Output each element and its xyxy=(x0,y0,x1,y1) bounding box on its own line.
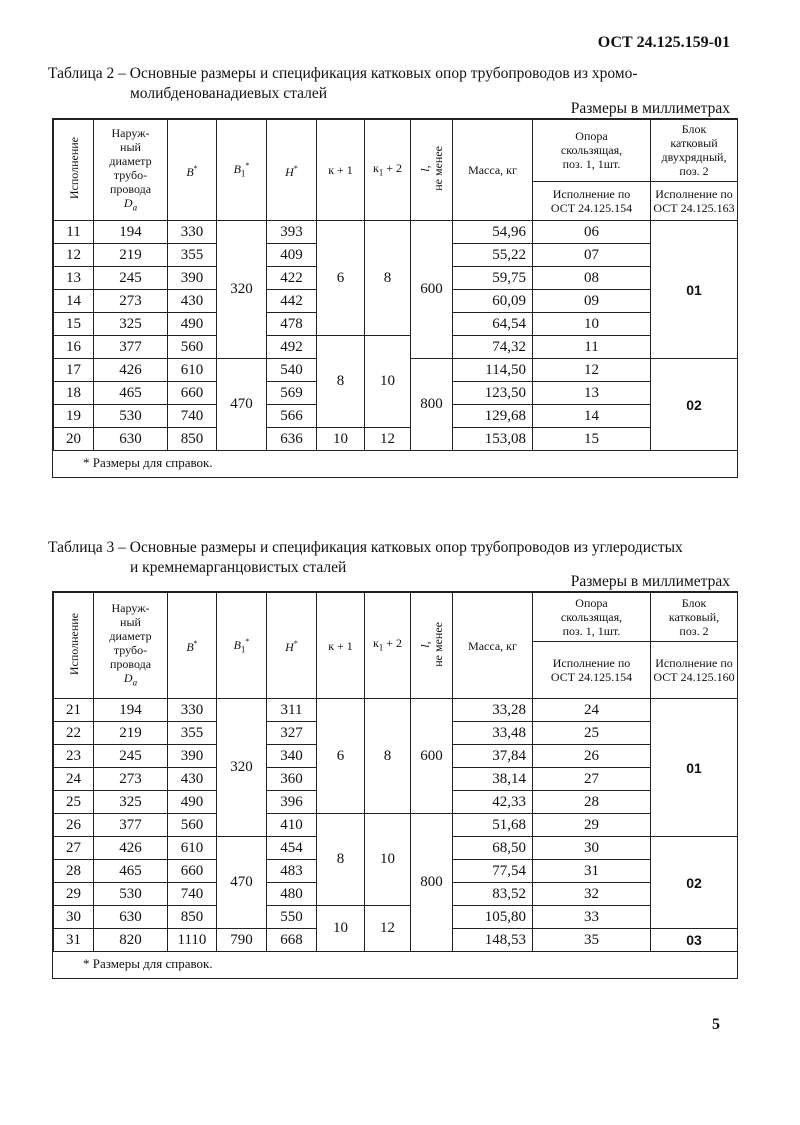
table3-caption-line2: и кремнемарганцовистых сталей xyxy=(130,559,347,576)
table-cell: 566 xyxy=(267,405,317,428)
l-group: 600 xyxy=(411,699,453,814)
table-cell: 24 xyxy=(533,699,651,722)
table2-grid xyxy=(53,119,738,451)
b1-group: 470 xyxy=(217,359,267,451)
table-cell: 06 xyxy=(533,221,651,244)
table-row xyxy=(54,699,738,722)
table-cell: 64,54 xyxy=(453,313,533,336)
table-cell: 483 xyxy=(267,860,317,883)
table-cell: 245 xyxy=(94,745,168,768)
table-row xyxy=(54,336,738,359)
table-cell: 194 xyxy=(94,699,168,722)
table-cell: 430 xyxy=(168,768,217,791)
table-cell: 560 xyxy=(168,336,217,359)
col-h: H* xyxy=(267,120,317,221)
table3 xyxy=(52,591,738,979)
table-cell: 560 xyxy=(168,814,217,837)
col-mass: Масса, кг xyxy=(453,593,533,699)
l-group: 800 xyxy=(411,814,453,952)
table-cell: 15 xyxy=(54,313,94,336)
col-diameter: Наруж- ный диаметр трубо- провода $D_а$ xyxy=(94,120,168,221)
table-cell: 30 xyxy=(533,837,651,860)
table-cell: 219 xyxy=(94,722,168,745)
table-cell: 442 xyxy=(267,290,317,313)
table-cell: 311 xyxy=(267,699,317,722)
k1-group: 8 xyxy=(317,814,365,906)
table-cell: 610 xyxy=(168,359,217,382)
table-cell: 490 xyxy=(168,791,217,814)
table-cell: 396 xyxy=(267,791,317,814)
table-cell: 410 xyxy=(267,814,317,837)
table-cell: 68,50 xyxy=(453,837,533,860)
table3-caption xyxy=(48,538,738,578)
table-cell: 153,08 xyxy=(453,428,533,451)
k12-group: 10 xyxy=(365,336,411,428)
table-cell: 492 xyxy=(267,336,317,359)
table-cell: 330 xyxy=(168,221,217,244)
table3-header-row xyxy=(54,593,738,642)
k1-group: 10 xyxy=(317,906,365,952)
table-cell: 25 xyxy=(533,722,651,745)
table2 xyxy=(52,118,738,478)
table-cell: 51,68 xyxy=(453,814,533,837)
table-cell: 550 xyxy=(267,906,317,929)
col-block-ost: Исполнение по ОСТ 24.125.160 xyxy=(651,642,738,699)
table-cell: 19 xyxy=(54,405,94,428)
table-cell: 13 xyxy=(54,267,94,290)
table-row xyxy=(54,814,738,837)
block-group: 02 xyxy=(651,837,738,929)
k12-group: 8 xyxy=(365,699,411,814)
table3-units: Размеры в миллиметрах xyxy=(570,573,730,590)
table-cell: 820 xyxy=(94,929,168,952)
k12-group: 8 xyxy=(365,221,411,336)
table-cell: 530 xyxy=(94,883,168,906)
table-cell: 490 xyxy=(168,313,217,336)
table2-units: Размеры в миллиметрах xyxy=(570,100,730,117)
table-cell: 390 xyxy=(168,267,217,290)
table-cell: 29 xyxy=(54,883,94,906)
table-cell: 390 xyxy=(168,745,217,768)
table-cell: 37,84 xyxy=(453,745,533,768)
table-cell: 1110 xyxy=(168,929,217,952)
table-cell: 355 xyxy=(168,244,217,267)
k1-group: 6 xyxy=(317,221,365,336)
col-l: l, не менее xyxy=(411,120,453,221)
document-code: ОСТ 24.125.159-01 xyxy=(597,34,730,51)
table-cell: 668 xyxy=(267,929,317,952)
col-block: Блок катковый, поз. 2 xyxy=(651,593,738,642)
table-cell: 377 xyxy=(94,336,168,359)
table-cell: 740 xyxy=(168,405,217,428)
page-number: 5 xyxy=(712,1016,720,1033)
table-cell: 245 xyxy=(94,267,168,290)
table-row xyxy=(54,906,738,929)
col-b: B* xyxy=(168,593,217,699)
table2-footnote: * Размеры для справок. xyxy=(83,455,213,470)
table-cell: 26 xyxy=(54,814,94,837)
col-block-ost: Исполнение по ОСТ 24.125.163 xyxy=(651,181,738,220)
table-cell: 12 xyxy=(533,359,651,382)
table-cell: 33,48 xyxy=(453,722,533,745)
table-cell: 27 xyxy=(54,837,94,860)
table3-caption-line1: Таблица 3 – Основные размеры и спецификация катковых опор трубопроводов из углеродистых xyxy=(48,539,683,556)
table-cell: 03 xyxy=(651,929,738,952)
col-block: Блок катковый двухрядный, поз. 2 xyxy=(651,120,738,182)
table-cell: 610 xyxy=(168,837,217,860)
table-cell: 273 xyxy=(94,290,168,313)
block-group: 01 xyxy=(651,699,738,837)
table-cell: 219 xyxy=(94,244,168,267)
table-cell: 478 xyxy=(267,313,317,336)
block-group: 01 xyxy=(651,221,738,359)
table-cell: 148,53 xyxy=(453,929,533,952)
table-cell: 790 xyxy=(217,929,267,952)
table-cell: 480 xyxy=(267,883,317,906)
k12-group: 10 xyxy=(365,814,411,906)
col-l: l, не менее xyxy=(411,593,453,699)
col-opora: Опора скользящая, поз. 1, 1шт. xyxy=(533,120,651,182)
table-cell: 30 xyxy=(54,906,94,929)
table-cell: 409 xyxy=(267,244,317,267)
table-cell: 20 xyxy=(54,428,94,451)
col-ispolnenie: Исполнение xyxy=(54,120,94,221)
table-cell: 33 xyxy=(533,906,651,929)
table-cell: 22 xyxy=(54,722,94,745)
table-cell: 426 xyxy=(94,837,168,860)
b1-group: 320 xyxy=(217,699,267,837)
table-cell: 360 xyxy=(267,768,317,791)
table-cell: 327 xyxy=(267,722,317,745)
col-k12: $к_1 + 2$ xyxy=(365,593,411,699)
table-cell: 15 xyxy=(533,428,651,451)
table-cell: 38,14 xyxy=(453,768,533,791)
l-group: 800 xyxy=(411,359,453,451)
table-cell: 129,68 xyxy=(453,405,533,428)
table-cell: 74,32 xyxy=(453,336,533,359)
table-cell: 340 xyxy=(267,745,317,768)
k1-group: 6 xyxy=(317,699,365,814)
k12-group: 12 xyxy=(365,906,411,952)
col-opora-ost: Исполнение по ОСТ 24.125.154 xyxy=(533,642,651,699)
table-cell: 28 xyxy=(533,791,651,814)
col-b: B* xyxy=(168,120,217,221)
table-cell: 114,50 xyxy=(453,359,533,382)
table-cell: 54,96 xyxy=(453,221,533,244)
col-k1: к + 1 xyxy=(317,120,365,221)
table-cell: 540 xyxy=(267,359,317,382)
table-cell: 11 xyxy=(54,221,94,244)
table-cell: 660 xyxy=(168,860,217,883)
table3-grid xyxy=(53,592,738,952)
table-cell: 330 xyxy=(168,699,217,722)
table2-caption-line2: молибденованадиевых сталей xyxy=(130,85,328,102)
table-cell: 23 xyxy=(54,745,94,768)
table-cell: 21 xyxy=(54,699,94,722)
table-cell: 33,28 xyxy=(453,699,533,722)
col-h: H* xyxy=(267,593,317,699)
l-group: 600 xyxy=(411,221,453,359)
table-cell: 636 xyxy=(267,428,317,451)
table-cell: 465 xyxy=(94,860,168,883)
col-opora-ost: Исполнение по ОСТ 24.125.154 xyxy=(533,181,651,220)
table-cell: 09 xyxy=(533,290,651,313)
col-opora: Опора скользящая, поз. 1, 1шт. xyxy=(533,593,651,642)
table-cell: 26 xyxy=(533,745,651,768)
table-cell: 630 xyxy=(94,906,168,929)
table-cell: 11 xyxy=(533,336,651,359)
table-cell: 24 xyxy=(54,768,94,791)
table-cell: 530 xyxy=(94,405,168,428)
table-cell: 569 xyxy=(267,382,317,405)
k1-group: 8 xyxy=(317,336,365,428)
table-cell: 430 xyxy=(168,290,217,313)
table-row xyxy=(54,428,738,451)
table-cell: 194 xyxy=(94,221,168,244)
table-cell: 13 xyxy=(533,382,651,405)
table-cell: 393 xyxy=(267,221,317,244)
table3-footnote: * Размеры для справок. xyxy=(83,956,213,971)
table-cell: 35 xyxy=(533,929,651,952)
col-k12: $к_1 + 2$ xyxy=(365,120,411,221)
table-cell: 28 xyxy=(54,860,94,883)
col-b1: $B_1^*$ xyxy=(217,593,267,699)
table-cell: 27 xyxy=(533,768,651,791)
table-cell: 77,54 xyxy=(453,860,533,883)
table-cell: 850 xyxy=(168,428,217,451)
table-cell: 17 xyxy=(54,359,94,382)
table-cell: 850 xyxy=(168,906,217,929)
table-cell: 60,09 xyxy=(453,290,533,313)
col-ispolnenie: Исполнение xyxy=(54,593,94,699)
block-group: 02 xyxy=(651,359,738,451)
table-cell: 83,52 xyxy=(453,883,533,906)
table-cell: 12 xyxy=(54,244,94,267)
table-cell: 377 xyxy=(94,814,168,837)
table-cell: 465 xyxy=(94,382,168,405)
col-mass: Масса, кг xyxy=(453,120,533,221)
table-cell: 454 xyxy=(267,837,317,860)
col-k1: к + 1 xyxy=(317,593,365,699)
table-cell: 355 xyxy=(168,722,217,745)
table-cell: 10 xyxy=(317,428,365,451)
table-cell: 25 xyxy=(54,791,94,814)
table-cell: 14 xyxy=(54,290,94,313)
table-cell: 325 xyxy=(94,313,168,336)
table-cell: 31 xyxy=(54,929,94,952)
table-cell: 31 xyxy=(533,860,651,883)
table-cell: 660 xyxy=(168,382,217,405)
table-cell: 32 xyxy=(533,883,651,906)
table-cell: 325 xyxy=(94,791,168,814)
col-b1: $B_1^*$ xyxy=(217,120,267,221)
table-cell: 426 xyxy=(94,359,168,382)
table2-caption xyxy=(48,64,738,104)
b1-group: 470 xyxy=(217,837,267,929)
table-cell: 14 xyxy=(533,405,651,428)
table-cell: 16 xyxy=(54,336,94,359)
table-cell: 42,33 xyxy=(453,791,533,814)
table-row xyxy=(54,221,738,244)
table-cell: 59,75 xyxy=(453,267,533,290)
table-cell: 273 xyxy=(94,768,168,791)
table-cell: 55,22 xyxy=(453,244,533,267)
table2-header-row xyxy=(54,120,738,182)
table-cell: 10 xyxy=(533,313,651,336)
table-cell: 422 xyxy=(267,267,317,290)
table-cell: 08 xyxy=(533,267,651,290)
table-cell: 105,80 xyxy=(453,906,533,929)
b1-group: 320 xyxy=(217,221,267,359)
table-cell: 12 xyxy=(365,428,411,451)
col-diameter: Наруж- ный диаметр трубо- провода $D_а$ xyxy=(94,593,168,699)
table-cell: 740 xyxy=(168,883,217,906)
table-cell: 07 xyxy=(533,244,651,267)
table-cell: 630 xyxy=(94,428,168,451)
table-cell: 18 xyxy=(54,382,94,405)
table-cell: 29 xyxy=(533,814,651,837)
table-cell: 123,50 xyxy=(453,382,533,405)
table2-caption-line1: Таблица 2 – Основные размеры и спецификация катковых опор трубопроводов из хромо- xyxy=(48,65,638,82)
